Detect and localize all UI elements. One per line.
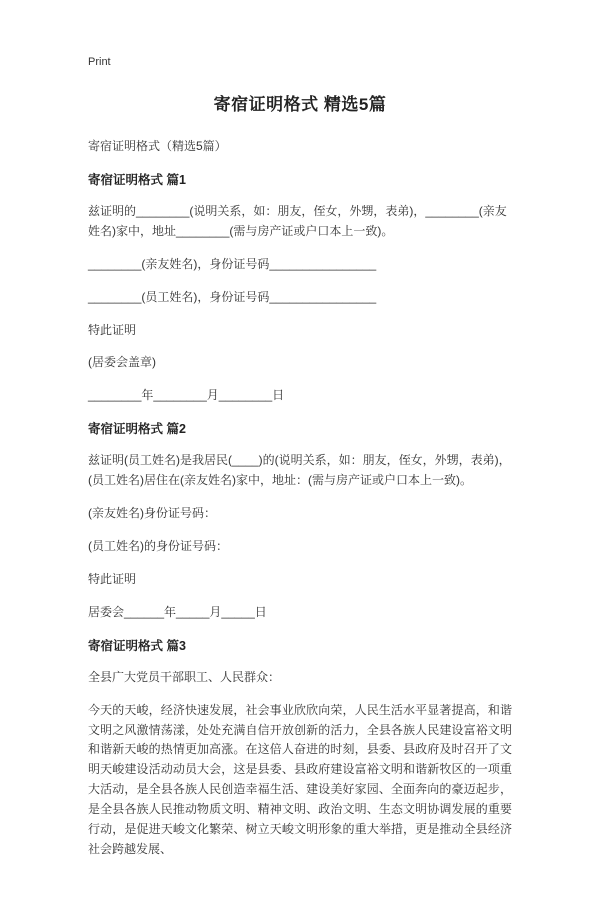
section-3 [88, 636, 512, 860]
paragraph: (居委会盖章) [88, 355, 156, 370]
paragraph: ________(员工姓名)，身份证号码________________ [88, 289, 377, 304]
print-button[interactable]: Print [88, 56, 111, 68]
date-line: ________年________月________日 [88, 388, 285, 403]
section-3-heading: 寄宿证明格式 篇3 [88, 638, 186, 653]
paragraph: 兹证明(员工姓名)是我居民(____)的(说明关系，如：朋友，侄女，外甥，表弟)，(员工姓名)居住在(亲友姓名)家中，地址：(需与房产证或户口本上一致)。 [88, 453, 511, 488]
section-1-heading: 寄宿证明格式 篇1 [88, 172, 186, 187]
paragraph: 特此证明 [88, 571, 137, 586]
paragraph: 全县广大党员干部职工、人民群众： [88, 669, 281, 684]
paragraph: (亲友姓名)身份证号码： [88, 506, 216, 521]
document-subtitle: 寄宿证明格式（精选5篇） [88, 139, 227, 153]
paragraph: 今天的天峻，经济快速发展，社会事业欣欣向荣，人民生活水平显著提高，和谐文明之风激情荡漾，处处充满自信开放创新的活力，全县各族人民建设富裕文明和谐新天峻的热情更加高涨。在这倍人奋进的时刻，县委、县政府及时召开了文明天峻建设活动动员大会，这是县委、县政府建设富裕文明和谐新牧区的一项重大活动，是全县各族人民创造幸福生活、建设美好家园、全面奔向的豪迈起步，是全县各族人民推动物质文明、精神文明、政治文明、生态文明协调发展的重要行动，是促进天峻文化繁荣、树立天峻文明形象的重大举措，更是推动全县经济社会跨越发展、 [88, 702, 512, 856]
page-title: 寄宿证明格式 精选5篇 [213, 95, 387, 114]
paragraph: (员工姓名)的身份证号码： [88, 538, 228, 553]
section-2 [88, 419, 512, 622]
section-2-heading: 寄宿证明格式 篇2 [88, 422, 186, 437]
paragraph: 特此证明 [88, 322, 137, 337]
date-line: 居委会______年_____月_____日 [88, 604, 267, 619]
section-1 [88, 170, 512, 406]
paragraph: ________(亲友姓名)，身份证号码________________ [88, 256, 377, 271]
paragraph: 兹证明的________(说明关系，如：朋友，侄女，外甥，表弟)，________(亲友姓名)家中，地址________(需与房产证或户口本上一致)。 [88, 203, 507, 238]
